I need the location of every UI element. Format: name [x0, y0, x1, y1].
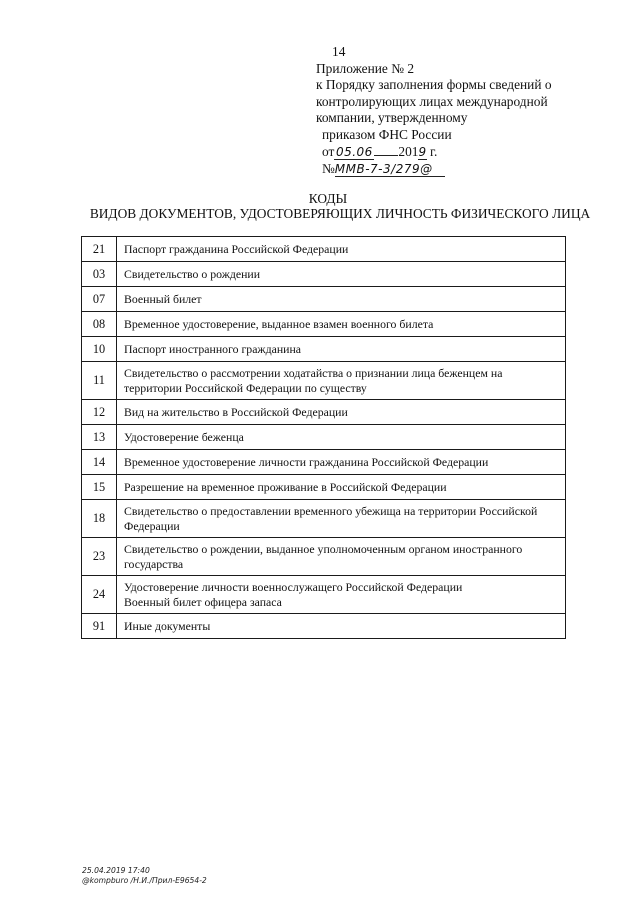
document-subtitle: ВИДОВ ДОКУМЕНТОВ, УДОСТОВЕРЯЮЩИХ ЛИЧНОСТЬ ФИЗИЧЕСКОГО ЛИЦА — [89, 206, 591, 221]
table-row — [82, 337, 566, 362]
approval-header — [316, 44, 616, 177]
name-cell: Паспорт гражданина Российской Федерации — [117, 237, 566, 262]
name-line: Свидетельство о предоставлении временного убежища на территории Российской — [124, 504, 538, 518]
code-cell: 14 — [82, 450, 117, 475]
appendix-label: Приложение № 2 — [316, 60, 415, 76]
table-row — [82, 262, 566, 287]
code-cell: 23 — [82, 538, 117, 576]
code-cell: 15 — [82, 475, 117, 500]
order-number — [316, 161, 616, 178]
header-line-4: приказом ФНС России — [322, 126, 452, 142]
handwritten-number: ММВ-7-3/279@ — [335, 163, 445, 177]
code-cell: 24 — [82, 576, 117, 614]
code-cell: 13 — [82, 425, 117, 450]
name-cell: Иные документы — [117, 614, 566, 639]
name-line: территории Российской Федерации по существу — [124, 380, 367, 395]
table-row — [82, 425, 566, 450]
code-cell: 21 — [82, 237, 117, 262]
table-row — [82, 237, 566, 262]
table-row — [82, 362, 566, 400]
code-cell: 11 — [82, 362, 117, 400]
name-line: Удостоверение личности военнослужащего Российской Федерации — [124, 580, 463, 594]
table-row — [82, 287, 566, 312]
name-line: государства — [124, 556, 184, 571]
code-cell: 07 — [82, 287, 117, 312]
name-cell: Военный билет — [117, 287, 566, 312]
name-cell: Свидетельство о рождении — [117, 262, 566, 287]
document-codes-table — [81, 236, 566, 639]
table-row — [82, 312, 566, 337]
name-cell — [117, 538, 566, 576]
name-line: Военный билет офицера запаса — [124, 594, 282, 609]
name-line: Федерации — [124, 518, 180, 533]
code-cell: 10 — [82, 337, 117, 362]
page-number: 14 — [332, 44, 346, 59]
handwritten-date: 05.06 — [335, 145, 373, 159]
code-cell: 03 — [82, 262, 117, 287]
name-cell — [117, 500, 566, 538]
header-line-1: к Порядку заполнения формы сведений о — [316, 77, 552, 92]
name-cell: Паспорт иностранного гражданина — [117, 337, 566, 362]
table-row — [82, 500, 566, 538]
footer-timestamp: 25.04.2019 17:40 — [82, 866, 150, 875]
name-cell: Вид на жительство в Российской Федерации — [117, 400, 566, 425]
year-suffix: г. — [429, 144, 438, 159]
name-cell: Удостоверение беженца — [117, 425, 566, 450]
number-prefix: № — [322, 160, 335, 176]
table-row — [82, 400, 566, 425]
code-cell: 08 — [82, 312, 117, 337]
header-line-3: компании, утвержденному — [316, 110, 468, 125]
footer-stamp — [82, 866, 207, 886]
table-row — [82, 614, 566, 639]
name-line: Свидетельство о рождении, выданное уполномоченным органом иностранного — [124, 542, 523, 556]
name-cell — [117, 576, 566, 614]
document-title: КОДЫ — [308, 191, 348, 206]
header-line-2: контролирующих лицах международной — [316, 93, 548, 109]
name-cell: Временное удостоверение, выданное взамен военного билета — [117, 312, 566, 337]
year-prefix: 201 — [398, 144, 419, 159]
date-prefix: от — [322, 144, 335, 159]
table-row — [82, 475, 566, 500]
table-row — [82, 576, 566, 614]
name-cell: Временное удостоверение личности гражданина Российской Федерации — [117, 450, 566, 475]
code-cell: 12 — [82, 400, 117, 425]
date-blank-line — [374, 143, 398, 156]
table-row — [82, 538, 566, 576]
table-row — [82, 450, 566, 475]
code-cell: 18 — [82, 500, 117, 538]
code-cell: 91 — [82, 614, 117, 639]
handwritten-year: 9 — [418, 145, 427, 159]
footer-reference: @kompburo /Н.И./Прил-Е9654-2 — [82, 876, 207, 885]
order-date — [316, 143, 616, 161]
name-cell — [117, 362, 566, 400]
name-cell: Разрешение на временное проживание в Российской Федерации — [117, 475, 566, 500]
name-line: Свидетельство о рассмотрении ходатайства о признании лица беженцем на — [124, 366, 503, 380]
